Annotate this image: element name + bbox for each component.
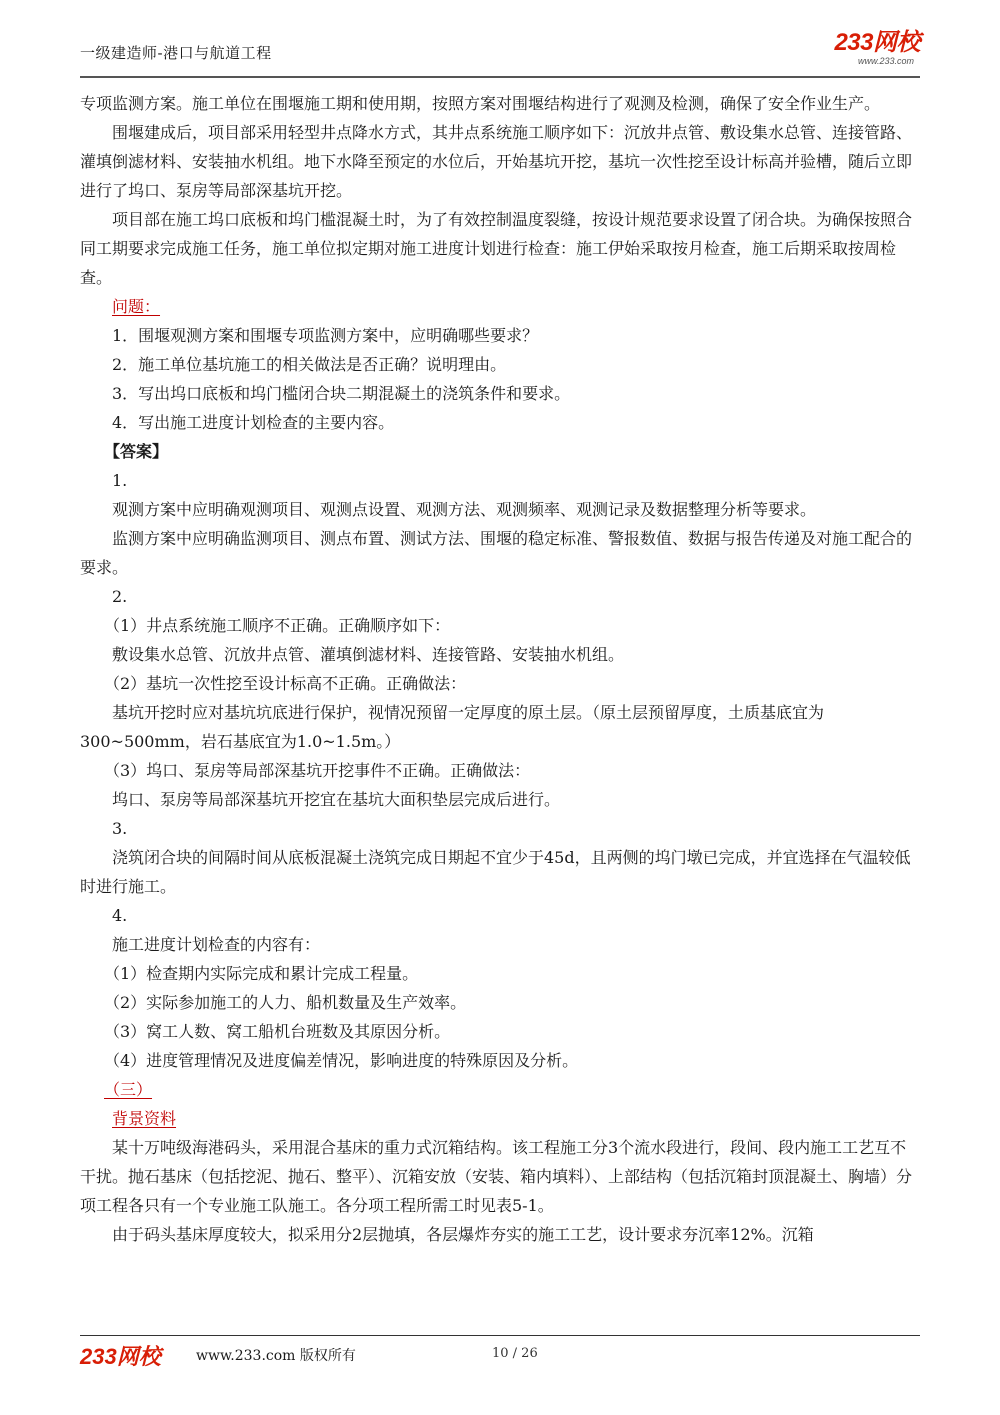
answer-item: （2）实际参加施工的人力、船机数量及生产效率。 [104, 993, 467, 1012]
answer-paragraph: 监测方案中应明确监测项目、测点布置、测试方法、围堰的稳定标准、警报数值、数据与报告传递及对施工配合的要求。 [80, 529, 913, 577]
answer-detail: 敷设集水总管、沉放井点管、灌填倒滤材料、连接管路、安装抽水机组。 [112, 645, 625, 664]
question-item: 2．施工单位基坑施工的相关做法是否正确？说明理由。 [112, 355, 507, 374]
questions-heading: 问题： [112, 297, 161, 316]
document-body [80, 89, 920, 1249]
footer-divider [80, 1335, 920, 1336]
answer-detail: 坞口、泵房等局部深基坑开挖宜在基坑大面积垫层完成后进行。 [112, 790, 561, 809]
header-divider [80, 76, 920, 78]
footer-logo: 233网校 [80, 1344, 161, 1369]
footer-copyright: www.233.com 版权所有 [196, 1348, 356, 1364]
page-number: 10 / 26 [492, 1346, 538, 1361]
section-heading: （三） [104, 1080, 153, 1099]
answer-paragraph: 观测方案中应明确观测项目、观测点设置、观测方法、观测频率、观测记录及数据整理分析等要求。 [112, 500, 817, 519]
answer-heading: 【答案】 [104, 442, 169, 461]
page-footer [80, 1340, 920, 1370]
answer-item: （3）窝工人数、窝工船机台班数及其原因分析。 [104, 1022, 451, 1041]
paragraph: 专项监测方案。施工单位在围堰施工期和使用期，按照方案对围堰结构进行了观测及检测，确保了安全作业生产。 [80, 94, 881, 113]
page-header [80, 30, 920, 76]
question-item: 1．围堰观测方案和围堰专项监测方案中，应明确哪些要求？ [112, 326, 539, 345]
answer-paragraph: 施工进度计划检查的内容有： [112, 935, 321, 954]
answer-number: 4. [112, 906, 128, 925]
logo-url: www.233.com [857, 56, 914, 66]
paragraph: 项目部在施工坞口底板和坞门槛混凝土时，为了有效控制温度裂缝，按设计规范要求设置了闭合块。为确保按照合同工期要求完成施工任务，施工单位拟定期对施工进度计划进行检查：施工伊始采取按月检查，施工后期采取按周检查。 [80, 210, 913, 287]
brand-logo [834, 30, 920, 66]
answer-number: 1. [112, 471, 128, 490]
question-item: 3．写出坞口底板和坞门槛闭合块二期混凝土的浇筑条件和要求。 [112, 384, 571, 403]
answer-detail: 基坑开挖时应对基坑坑底进行保护，视情况预留一定厚度的原土层。（原土层预留厚度，土质基底宜为300~500mm，岩石基底宜为1.0~1.5m。） [80, 703, 825, 751]
answer-item: （1）检查期内实际完成和累计完成工程量。 [104, 964, 419, 983]
paragraph: 围堰建成后，项目部采用轻型井点降水方式，其井点系统施工顺序如下：沉放井点管、敷设集水总管、连接管路、灌填倒滤材料、安装抽水机组。地下水降至预定的水位后，开始基坑开挖，基坑一次性挖至设计标高并验槽，随后立即进行了坞口、泵房等局部深基坑开挖。 [80, 123, 913, 200]
answer-number: 2. [112, 587, 128, 606]
answer-item: （1）井点系统施工顺序不正确。正确顺序如下： [104, 616, 451, 635]
paragraph: 由于码头基床厚度较大，拟采用分2层抛填，各层爆炸夯实的施工工艺，设计要求夯沉率12%。沉箱 [112, 1225, 814, 1244]
answer-number: 3. [112, 819, 128, 838]
answer-item: （3）坞口、泵房等局部深基坑开挖事件不正确。正确做法： [104, 761, 531, 780]
answer-item: （2）基坑一次性挖至设计标高不正确。正确做法： [104, 674, 467, 693]
answer-item: （4）进度管理情况及进度偏差情况，影响进度的特殊原因及分析。 [104, 1051, 579, 1070]
header-title: 一级建造师-港口与航道工程 [80, 44, 272, 62]
logo-text: 233网校 [834, 29, 920, 56]
paragraph: 某十万吨级海港码头，采用混合基床的重力式沉箱结构。该工程施工分3个流水段进行，段间、段内施工工艺互不干扰。抛石基床（包括挖泥、抛石、整平）、沉箱安放（安装、箱内填料）、上部结构（包括沉箱封顶混凝土、胸墙）分项工程各只有一个专业施工队施工。各分项工程所需工时见表5-1。 [80, 1138, 913, 1215]
answer-paragraph: 浇筑闭合块的间隔时间从底板混凝土浇筑完成日期起不宜少于45d，且两侧的坞门墩已完成，并宜选择在气温较低时进行施工。 [80, 848, 911, 896]
background-heading: 背景资料 [112, 1109, 177, 1128]
question-item: 4．写出施工进度计划检查的主要内容。 [112, 413, 395, 432]
